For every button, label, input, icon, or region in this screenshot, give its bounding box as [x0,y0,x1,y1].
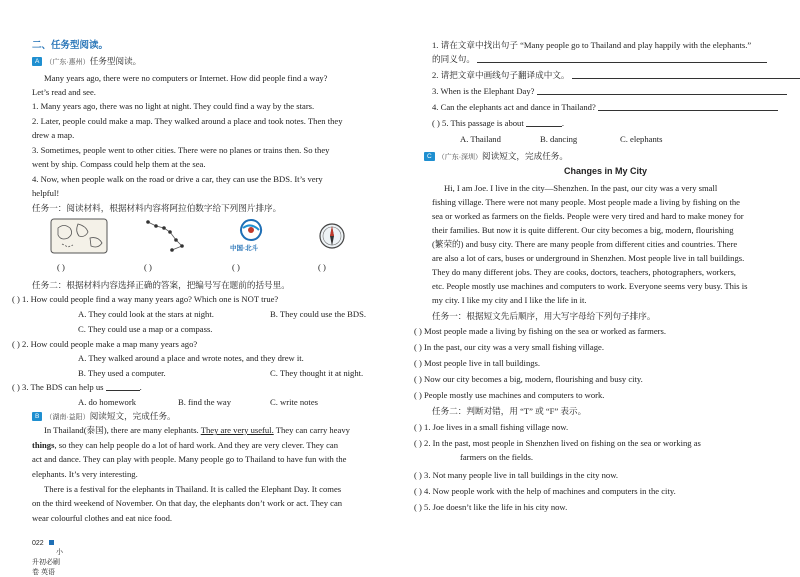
bds-logo-icon [228,218,274,258]
section-heading: 二、任务型阅读。 [32,40,109,51]
q1-option-b[interactable]: B. They could use the BDS. [270,309,367,319]
right-q3-text: 3. When is the Elephant Day? [432,86,535,96]
b-para-1b [32,440,338,451]
task-2-instruction: 任务二：根据材料内容选择正确的答案，把编号写在题前的括号里。 [32,280,290,290]
answer-line-1[interactable] [477,54,767,63]
answer-line-4[interactable] [598,102,778,111]
section-a-instruction: 任务型阅读。 [89,56,142,66]
q5-option-c[interactable]: C. elephants [620,134,663,144]
right-q1b [432,54,767,65]
q5-option-a[interactable]: A. Thailand [460,134,501,144]
order-item-3[interactable]: ( ) Most people live in tall buildings. [414,358,541,368]
q3-option-a[interactable]: A. do homework [78,397,136,407]
c-line-5: (繁荣的) and busy city. There are many people from different cities and countries. There [432,239,738,249]
q2-option-b[interactable]: B. They used a computer. [78,368,166,378]
b-para-2c: wear colourful clothes and eat nice food. [32,513,173,523]
question-3 [12,382,142,393]
right-q5 [432,118,564,129]
question-2: ( ) 2. How could people make a map many years ago? [12,339,198,349]
c-line-7: They do many different jobs. They are cooks, doctors, teachers, photographers, workers, [432,267,736,277]
answer-line-3[interactable] [537,86,787,95]
b-para-1a-text2: They can carry heavy [273,425,350,435]
right-q4 [432,102,778,113]
passage-title: Changes in My City [564,166,648,176]
a-para-2b: drew a map. [32,130,75,140]
bds-logo-label: 中国·北斗 [230,245,259,252]
c-task-2: 任务二：判断对错，用 “T” 或 “F” 表示。 [432,406,587,416]
tf-item-2b: farmers on the fields. [460,452,534,462]
question-3-text: ( ) 3. The BDS can help us [12,382,104,392]
c-line-1: Hi, I am Joe. I live in the city—Shenzhen. In the past, our city was a very small [444,183,718,193]
b-para-1b-text: , so they can help people do a lot of hard work. And they are very clever. They can [54,440,339,450]
question-1: ( ) 1. How could people find a way many years ago? Which one is NOT true? [12,294,279,304]
q5-option-b[interactable]: B. dancing [540,134,578,144]
c-line-9: my city. I like my city and I like the life in it. [432,295,587,305]
section-b-tag: B [32,412,42,421]
q3-end: . [139,382,142,392]
page-marker-icon [49,540,54,545]
a-para-4a: 4. Now, when people walk on the road or drive a car, they can use the BDS. It’s very [32,174,323,184]
pic-bracket-1[interactable]: ( ) [57,262,65,272]
right-q1a: 1. 请在文章中找出句子 “Many people go to Thailand and play happily with the elephants.” [432,40,752,50]
b-para-1c: act and dance. They can play with people. Many people go to Thailand to have fun with the [32,454,347,464]
page-footer-left [32,540,63,577]
map-icon [50,216,108,256]
right-q3 [432,86,787,97]
tf-item-2a[interactable]: ( ) 2. In the past, most people in Shenzhen lived on fishing on the sea or working as [414,438,701,448]
section-a-tag: A [32,57,42,66]
q3-option-b[interactable]: B. find the way [178,397,231,407]
section-b-region: （湖南·益阳） [45,414,90,421]
tf-item-1[interactable]: ( ) 1. Joe lives in a small fishing village now. [414,422,569,432]
section-c-instruction: 阅读短文，完成任务。 [482,151,568,161]
right-q2 [432,70,800,81]
right-q5-text: ( ) 5. This passage is about [432,118,524,128]
b-para-1a-text: In Thailand(泰国), there are many elephants. [44,425,201,435]
c-line-4: their families. But now it is quite different. Our city becomes a big, modern, flourishing [432,225,734,235]
section-b-instruction: 阅读短文，完成任务。 [89,411,176,421]
task-1-instruction: 任务一：阅读材料，根据材料内容将阿拉伯数字给下列图片排序。 [32,203,282,213]
tf-item-3[interactable]: ( ) 3. Not many people live in tall buildings in the city now. [414,470,618,480]
c-line-8: etc. People mostly use machines and computers to work. Everyone seems very busy. This is [432,281,748,291]
b-underlined-sentence: They are very useful. [200,425,274,435]
q5-end: . [561,118,565,128]
order-item-5[interactable]: ( ) People mostly use machines and computers to work. [414,390,605,400]
a-intro-1: Many years ago, there were no computers or Internet. How did people find a way? [44,73,328,83]
pic-bracket-2[interactable]: ( ) [144,262,152,272]
b-para-2b: on the third weekend of November. On that day, the elephants don’t work or act. They can [32,498,343,508]
tf-item-5[interactable]: ( ) 5. Joe doesn’t like the life in his city now. [414,502,568,512]
section-c-region: （广东·深圳） [437,154,483,161]
q3-option-c[interactable]: C. write notes [270,397,318,407]
a-intro-2: Let’s read and see. [32,87,96,97]
right-q1b-text: 的同义句。 [432,54,475,64]
c-line-3: sea or worked as farmers on the fields. People were very tired and hard to make money for [432,211,744,221]
c-line-2: fishing village. There were not many people. Most people made a living by fishing on the [432,197,740,207]
c-line-6: are also a lot of cars, buses or underground in Shenzhen. Most people live in tall buildings. [432,253,745,263]
c-task-1: 任务一：根据短文先后顺序，用大写字母给下列句子排序。 [432,311,656,321]
a-para-2a: 2. Later, people could make a map. They walked around a place and took notes. Then they [32,116,343,126]
order-item-4[interactable]: ( ) Now our city becomes a big, modern, flourishing and busy city. [414,374,643,384]
a-para-1: 1. Many years ago, there was no light at night. They could find a way by the stars. [32,101,315,111]
section-c-tag: C [424,152,435,161]
a-para-3b: went by ship. Compass could help them at the sea. [32,159,206,169]
b-para-2a: There is a festival for the elephants in Thailand. It is called the Elephant Day. It comes [44,484,342,494]
b-para-1d: elephants. It’s very interesting. [32,469,138,479]
q1-option-a[interactable]: A. They could look at the stars at night. [78,309,214,319]
a-para-4b: helpful! [32,188,60,198]
q5-blank[interactable] [526,118,565,128]
section-b-header [32,411,176,423]
section-a-region: （广东·惠州） [45,59,90,66]
section-c-header [424,151,568,163]
b-para-1b-bold: things [32,440,55,450]
compass-icon [318,218,346,254]
pic-bracket-4[interactable]: ( ) [318,262,326,272]
b-para-1a [44,425,350,436]
order-item-1[interactable]: ( ) Most people made a living by fishing on the sea or worked as farmers. [414,326,667,336]
pic-bracket-3[interactable]: ( ) [232,262,240,272]
q2-option-c[interactable]: C. They thought it at night. [270,368,364,378]
q2-option-a[interactable]: A. They walked around a place and wrote notes, and they drew it. [78,353,304,363]
section-a-header [32,56,141,68]
right-q4-text: 4. Can the elephants act and dance in Thailand? [432,102,596,112]
answer-line-2[interactable] [572,70,800,79]
order-item-2[interactable]: ( ) In the past, our city was a very small fishing village. [414,342,604,352]
right-q2-text: 2. 请把文章中画线句子翻译成中文。 [432,70,570,80]
book-title: 小升初必刷卷 英语 [32,549,63,576]
star-constellation-icon [142,216,192,256]
page-number: 022 [32,540,44,547]
q3-blank[interactable] [106,382,140,391]
a-para-3a: 3. Sometimes, people went to other cities. There were no planes or trains then. So they [32,145,330,155]
q1-option-c[interactable]: C. They could use a map or a compass. [78,324,213,334]
tf-item-4[interactable]: ( ) 4. Now people work with the help of machines and computers in the city. [414,486,676,496]
